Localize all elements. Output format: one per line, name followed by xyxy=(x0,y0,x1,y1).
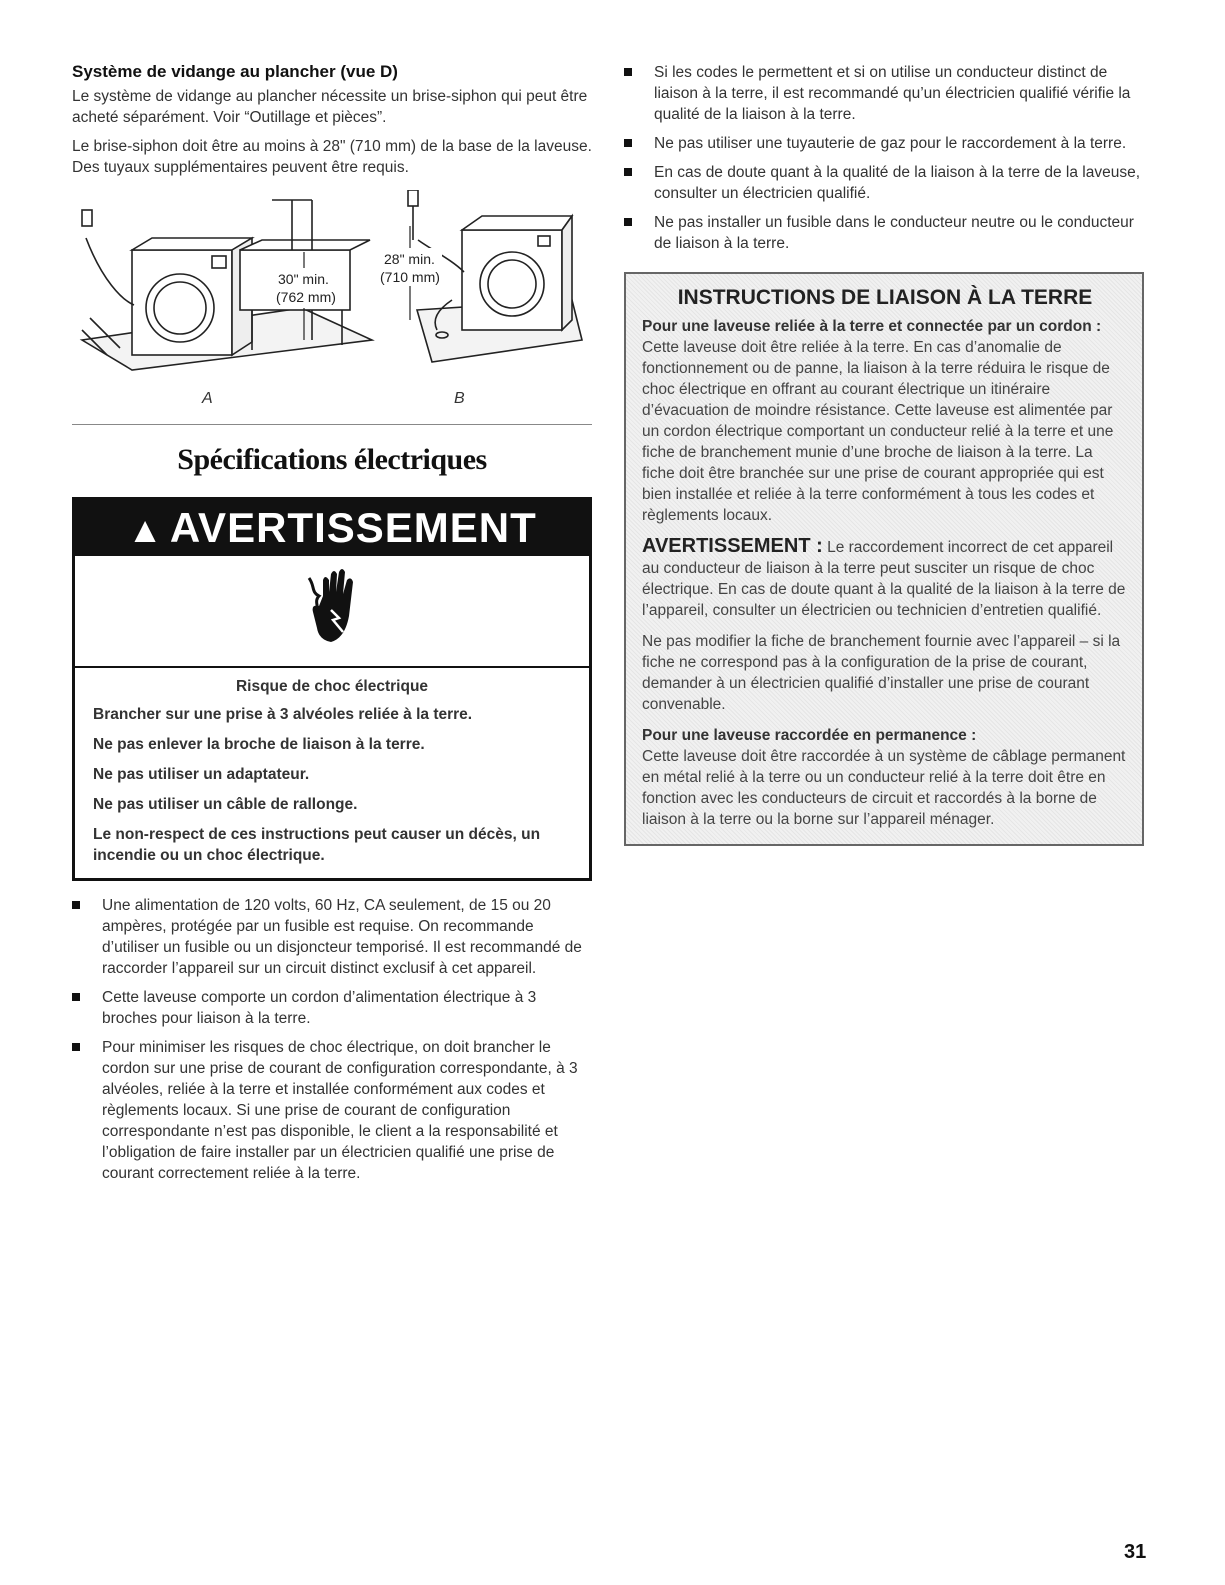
section-heading: Système de vidange au plancher (vue D) xyxy=(72,62,398,81)
warning-line: Ne pas utiliser un adaptateur. xyxy=(93,766,310,783)
list-item: Cette laveuse comporte un cordon d’alimentation électrique à 3 broches pour liaison à la terre. xyxy=(72,987,592,1029)
warning-title: Risque de choc électrique xyxy=(235,678,429,695)
grounding-paragraph: Cette laveuse doit être raccordée à un système de câblage permanent en métal relié à la terre ou un conducteur relié à la terre doit être en fonction avec les conducteurs de circuit et raccordés à la borne de liaison à la terre ou la borne sur l’appareil ménager. xyxy=(642,748,1126,828)
dim-a-line1: 30" min. xyxy=(278,271,329,287)
page-number: 31 xyxy=(1124,1541,1147,1563)
electric-shock-hand-icon xyxy=(75,556,589,664)
drain-illustration xyxy=(72,190,592,410)
paragraph: Le système de vidange au plancher nécessite un brise-siphon qui peut être acheté séparément. Voir “Outillage et pièces”. xyxy=(72,88,588,126)
warning-box xyxy=(72,497,592,881)
grounding-title: INSTRUCTIONS DE LIAISON À LA TERRE xyxy=(677,286,1093,309)
dim-b-line1: 28" min. xyxy=(384,251,435,267)
dim-a-line2: (762 mm) xyxy=(276,289,336,305)
grounding-bullets xyxy=(624,62,1154,254)
right-column xyxy=(624,62,1154,846)
list-item: Pour minimiser les risques de choc électrique, on doit brancher le cordon sur une prise de courant de configuration correspondante, à 3 alvéoles, reliée à la terre et installée conformément aux codes et règlements locaux. Si une prise de courant de configuration correspondante n’est pas disponible, le client a la responsabilité et l’obligation de faire installer par un électricien qualifié une prise de courant correctement reliée à la terre. xyxy=(72,1037,592,1184)
list-item: Si les codes le permettent et si on utilise un conducteur distinct de liaison à la terre, il est recommandé qu’un électricien qualifié vérifie la qualité de la liaison à la terre. xyxy=(624,62,1154,125)
grounding-warning-label: AVERTISSEMENT : xyxy=(642,535,823,557)
list-item: Ne pas utiliser une tuyauterie de gaz pour le raccordement à la terre. xyxy=(624,133,1154,154)
warning-triangle-icon: ▲ xyxy=(127,509,164,550)
grounding-subheading: Pour une laveuse raccordée en permanence : xyxy=(642,727,977,744)
grounding-warning xyxy=(642,536,1128,621)
washer-drain-diagram xyxy=(72,190,592,390)
divider xyxy=(72,424,592,425)
electrical-bullets xyxy=(72,895,592,1184)
spec-title: Spécifications électriques xyxy=(177,443,487,476)
list-item: Ne pas installer un fusible dans le conducteur neutre ou le conducteur de liaison à la terre. xyxy=(624,212,1154,254)
warning-body xyxy=(75,668,589,878)
warning-line: Le non-respect de ces instructions peut causer un décès, un incendie ou un choc électrique. xyxy=(93,826,541,864)
caption-a: A xyxy=(202,390,213,407)
list-item: Une alimentation de 120 volts, 60 Hz, CA seulement, de 15 ou 20 ampères, protégée par un fusible est requise. On recommande d’utiliser un fusible ou un disjoncteur temporisé. Il est recommandé de raccorder l’appareil sur un circuit distinct exclusif à cet appareil. xyxy=(72,895,592,979)
left-column xyxy=(72,62,592,1192)
warning-line: Ne pas enlever la broche de liaison à la terre. xyxy=(93,736,425,753)
grounding-instructions-box xyxy=(624,272,1144,846)
caption-b: B xyxy=(454,390,465,407)
warning-header-text: AVERTISSEMENT xyxy=(169,504,537,551)
grounding-warning-text: Le raccordement incorrect de cet appareil au conducteur de liaison à la terre peut susciter un risque de choc électrique. En cas de doute quant à la qualité de la liaison à la terre de l’appareil, consulter un électricien ou technicien d’entretien qualifié. xyxy=(642,539,1126,619)
list-item: En cas de doute quant à la qualité de la liaison à la terre de la laveuse, consulter un électricien qualifié. xyxy=(624,162,1154,204)
dim-b-line2: (710 mm) xyxy=(380,269,440,285)
shock-hazard-area xyxy=(75,556,589,668)
grounding-paragraph: Cette laveuse doit être reliée à la terre. En cas d’anomalie de fonctionnement ou de panne, la liaison à la terre réduira le risque de choc électrique en offrant au courant électrique un itinéraire d’évacuation de moindre résistance. Cette laveuse est alimentée par un cordon électrique comportant un conducteur relié à la terre et une fiche de branchement munie d’une broche de liaison à la terre. La fiche doit être branchée sur une prise de courant appropriée qui est bien installée et reliée à la terre conformément à tous les codes et règlements locaux. xyxy=(642,339,1114,524)
warning-line: Brancher sur une prise à 3 alvéoles reliée à la terre. xyxy=(93,706,473,723)
paragraph: Le brise-siphon doit être au moins à 28" (710 mm) de la base de la laveuse. Des tuyaux supplémentaires peuvent être requis. xyxy=(72,138,592,176)
grounding-subheading: Pour une laveuse reliée à la terre et connectée par un cordon : xyxy=(642,318,1102,335)
warning-header xyxy=(75,500,589,556)
warning-line: Ne pas utiliser un câble de rallonge. xyxy=(93,796,358,813)
grounding-paragraph: Ne pas modifier la fiche de branchement fournie avec l’appareil – si la fiche ne correspond pas à la configuration de la prise de courant, demander à un électricien qualifié d’installer une prise de courant convenable. xyxy=(642,633,1121,713)
